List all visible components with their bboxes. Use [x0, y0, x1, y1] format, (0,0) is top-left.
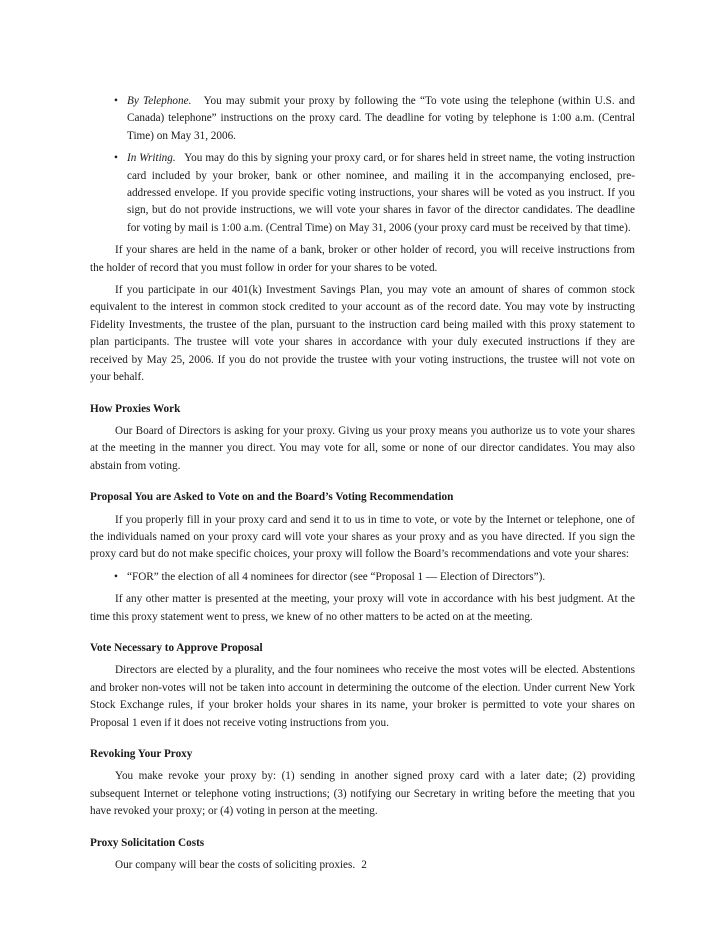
paragraph-how-proxies-work: Our Board of Directors is asking for your proxy. Giving us your proxy means you authorize us to vote your shares at the meeting in the manner you direct. You may vote for all, some or none of our director candidates. You may also abstain from voting.	[90, 424, 635, 472]
bullet-lead: By Telephone.	[127, 95, 192, 107]
heading-proposal: Proposal You are Asked to Vote on and the Board’s Voting Recommendation	[90, 491, 454, 504]
bullet-lead: In Writing.	[127, 152, 176, 165]
paragraph-vote-necessary: Directors are elected by a plurality, and the four nominees who receive the most votes will be elected. Abstentions and broker non-votes will not be taken into account in determining the outcome of the election. Under current New York Stock Exchange rules, if your broker holds your shares in its name, your broker is permitted to vote your shares on Proposal 1 even if it does not receive voting instructions from you.	[90, 664, 635, 729]
heading-solicitation: Proxy Solicitation Costs	[90, 836, 205, 849]
paragraph-street-name: If your shares are held in the name of a bank, broker or other holder of record, you will receive instructions from the holder of record that you must follow in order for your shares to be voted.	[90, 244, 635, 274]
paragraph-other-matters: If any other matter is presented at the meeting, your proxy will vote in accordance with his best judgment. At the time this proxy statement went to press, we knew of no other matters to be acted on at the meeting.	[90, 593, 635, 623]
paragraph-solicitation: Our company will bear the costs of soliciting proxies.	[115, 859, 356, 872]
page-number: 2	[361, 859, 367, 871]
bullet-text: You may do this by signing your proxy card, or for shares held in street name, the voting instruction card included by your broker, bank or other nominee, and mailing it in the accompanying enclosed, pre-addressed envelope. If you provide specific voting instructions, your shares will be voted as you instruct. If you sign, but do not provide instructions, we will vote your shares in favor of the director candidates. The deadline for voting by mail is 1:00 a.m. (Central Time) on May 31, 2006 (your proxy card must be received by that time).	[127, 152, 636, 234]
heading-revoking: Revoking Your Proxy	[90, 748, 193, 760]
bullet-text: “FOR” the election of all 4 nominees for director (see “Proposal 1 — Election of Directors”).	[127, 570, 546, 583]
paragraph-revoking: You make revoke your proxy by: (1) sending in another signed proxy card with a later date; (2) providing subsequent Internet or telephone voting instructions; (3) notifying our Secretary in writing before the meeting that you have revoked your proxy; or (4) voting in person at the meeting.	[90, 770, 635, 818]
bullet-in-writing	[90, 150, 635, 237]
paragraph-proposal: If you properly fill in your proxy card and send it to us in time to vote, or vote by the Internet or telephone, one of the individuals named on your proxy card will vote your shares as your proxy and as you have directed. If you sign the proxy card but do not make specific choices, your proxy will follow the Board’s recommendations and vote your shares:	[90, 513, 635, 561]
bullet-marker: •	[114, 95, 118, 107]
heading-vote-necessary: Vote Necessary to Approve Proposal	[90, 641, 263, 654]
bullet-text: You may submit your proxy by following the “To vote using the telephone (within U.S. and Canada) telephone” instructions on the proxy card. The deadline for voting by telephone is 1:00 a.m. (Central Time) on May 31, 2006.	[127, 95, 635, 142]
document-body	[90, 88, 635, 874]
heading-how-proxies-work: How Proxies Work	[90, 402, 181, 415]
bullet-marker: •	[114, 570, 118, 583]
bullet-for-nominees	[90, 569, 635, 586]
paragraph-401k: If you participate in our 401(k) Investment Savings Plan, you may vote an amount of shares of common stock equivalent to the interest in common stock credited to your account as of the record date. You may vote by instructing Fidelity Investments, the trustee of the plan, pursuant to the instruction card being mailed with this proxy statement to plan participants. The trustee will vote your shares in accordance with your duly executed instructions if they are received by May 25, 2006. If you do not provide the trustee with your voting instructions, the trustee will not vote on your behalf.	[90, 284, 635, 384]
bullet-by-telephone	[90, 93, 635, 145]
bullet-marker: •	[114, 152, 118, 165]
